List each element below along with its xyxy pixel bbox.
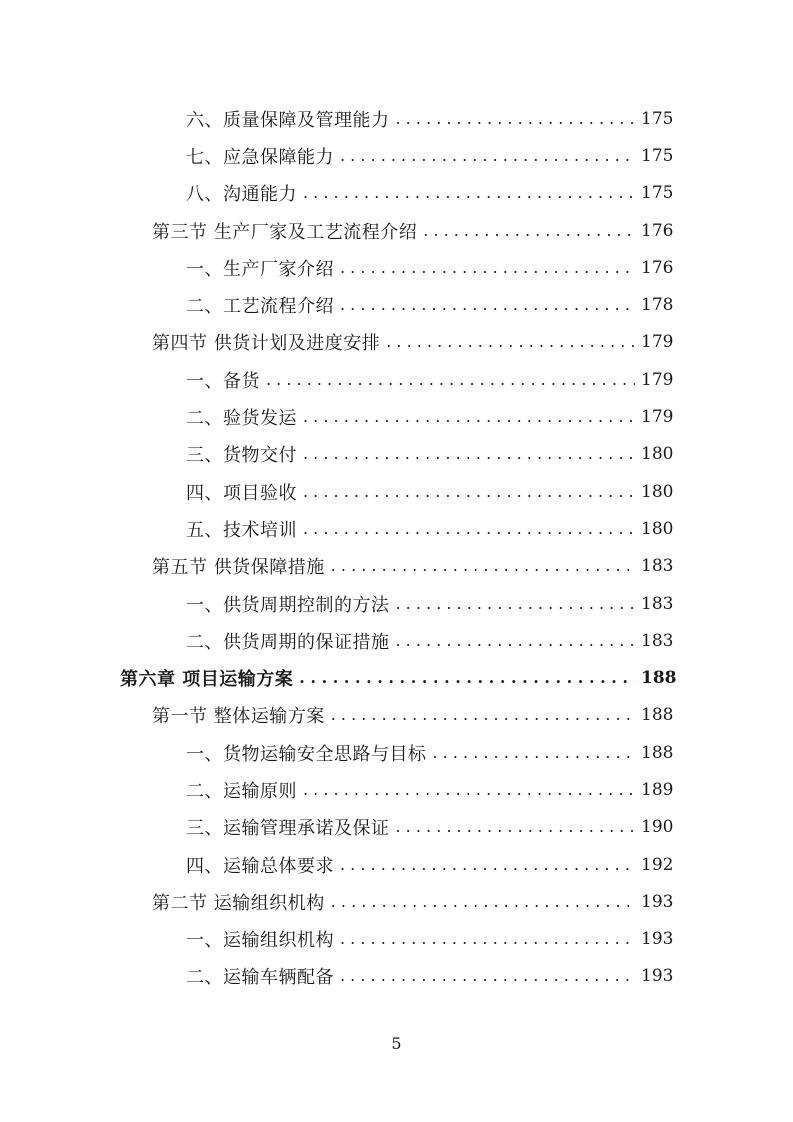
toc-entry-page: 188 xyxy=(641,668,677,689)
toc-entry-item[interactable] xyxy=(0,809,793,846)
toc-entry-title: 一、生产厂家介绍 xyxy=(186,258,334,280)
toc-entry-title: 四、项目验收 xyxy=(186,482,297,504)
toc-entry-item[interactable] xyxy=(0,585,793,622)
toc-dot-leader xyxy=(303,483,635,501)
toc-entry-title: 六、质量保障及管理能力 xyxy=(186,109,390,131)
toc-entry-page: 175 xyxy=(641,183,674,204)
toc-entry-page: 175 xyxy=(641,145,674,166)
toc-dot-leader xyxy=(433,744,636,762)
toc-dot-leader xyxy=(340,296,635,314)
table-of-contents xyxy=(0,100,793,995)
toc-entry-title: 第四节 供货计划及进度安排 xyxy=(152,333,381,355)
toc-entry-title: 五、技术培训 xyxy=(186,519,297,541)
toc-dot-leader xyxy=(303,445,635,463)
toc-entry-title: 第一节 整体运输方案 xyxy=(152,706,325,728)
toc-entry-item[interactable] xyxy=(0,286,793,323)
toc-entry-page: 192 xyxy=(641,854,674,875)
toc-entry-chapter[interactable] xyxy=(0,659,793,696)
toc-entry-title: 二、工艺流程介绍 xyxy=(186,296,334,318)
toc-entry-page: 193 xyxy=(641,929,674,950)
toc-entry-item[interactable] xyxy=(0,175,793,212)
toc-entry-page: 183 xyxy=(641,630,674,651)
toc-dot-leader xyxy=(340,930,635,948)
toc-entry-page: 176 xyxy=(641,257,674,278)
toc-entry-item[interactable] xyxy=(0,361,793,398)
toc-dot-leader xyxy=(386,333,635,351)
toc-dot-leader xyxy=(396,595,636,613)
toc-entry-title: 三、运输管理承诺及保证 xyxy=(186,818,390,840)
toc-dot-leader xyxy=(340,147,635,165)
toc-dot-leader xyxy=(340,967,635,985)
toc-entry-item[interactable] xyxy=(0,771,793,808)
toc-entry-item[interactable] xyxy=(0,734,793,771)
toc-entry-page: 178 xyxy=(641,295,674,316)
toc-entry-title: 七、应急保障能力 xyxy=(186,146,334,168)
toc-entry-title: 四、运输总体要求 xyxy=(186,855,334,877)
toc-dot-leader xyxy=(299,669,635,687)
toc-dot-leader xyxy=(266,371,635,389)
toc-entry-item[interactable] xyxy=(0,846,793,883)
toc-entry-page: 183 xyxy=(641,593,674,614)
page-number: 5 xyxy=(391,1034,402,1053)
toc-entry-page: 193 xyxy=(641,891,674,912)
toc-entry-title: 一、运输组织机构 xyxy=(186,930,334,952)
toc-dot-leader xyxy=(331,706,635,724)
toc-entry-section[interactable] xyxy=(0,697,793,734)
toc-dot-leader xyxy=(303,520,635,538)
toc-entry-page: 180 xyxy=(641,481,674,502)
toc-dot-leader xyxy=(340,856,635,874)
toc-entry-title: 八、沟通能力 xyxy=(186,184,297,206)
toc-entry-item[interactable] xyxy=(0,137,793,174)
toc-entry-page: 193 xyxy=(641,966,674,987)
toc-dot-leader xyxy=(396,632,636,650)
toc-entry-item[interactable] xyxy=(0,473,793,510)
toc-dot-leader xyxy=(303,408,635,426)
toc-entry-page: 188 xyxy=(641,705,674,726)
toc-entry-item[interactable] xyxy=(0,622,793,659)
toc-entry-item[interactable] xyxy=(0,958,793,995)
toc-entry-title: 第五节 供货保障措施 xyxy=(152,557,325,579)
toc-entry-section[interactable] xyxy=(0,883,793,920)
toc-entry-item[interactable] xyxy=(0,100,793,137)
toc-dot-leader xyxy=(331,557,635,575)
toc-dot-leader xyxy=(303,781,635,799)
toc-entry-title: 二、供货周期的保证措施 xyxy=(186,631,390,653)
toc-entry-item[interactable] xyxy=(0,510,793,547)
toc-entry-title: 第二节 运输组织机构 xyxy=(152,892,325,914)
toc-entry-page: 175 xyxy=(641,108,674,129)
toc-entry-title: 二、运输原则 xyxy=(186,780,297,802)
toc-entry-item[interactable] xyxy=(0,921,793,958)
toc-dot-leader xyxy=(396,818,636,836)
toc-entry-title: 三、货物交付 xyxy=(186,445,297,467)
toc-entry-title: 第六章 项目运输方案 xyxy=(120,669,294,691)
toc-dot-leader xyxy=(340,259,635,277)
toc-entry-title: 二、验货发运 xyxy=(186,408,297,430)
toc-entry-page: 180 xyxy=(641,518,674,539)
toc-entry-page: 176 xyxy=(641,220,674,241)
toc-entry-title: 第三节 生产厂家及工艺流程介绍 xyxy=(152,221,418,243)
toc-entry-title: 一、供货周期控制的方法 xyxy=(186,594,390,616)
toc-entry-section[interactable] xyxy=(0,324,793,361)
toc-entry-item[interactable] xyxy=(0,436,793,473)
toc-entry-page: 188 xyxy=(641,742,674,763)
toc-entry-title: 一、货物运输安全思路与目标 xyxy=(186,743,427,765)
toc-entry-item[interactable] xyxy=(0,398,793,435)
toc-entry-page: 179 xyxy=(641,369,674,390)
toc-dot-leader xyxy=(303,184,635,202)
toc-entry-page: 179 xyxy=(641,332,674,353)
toc-entry-page: 183 xyxy=(641,556,674,577)
toc-entry-title: 二、运输车辆配备 xyxy=(186,967,334,989)
toc-entry-section[interactable] xyxy=(0,212,793,249)
toc-entry-page: 189 xyxy=(641,779,674,800)
toc-entry-page: 180 xyxy=(641,444,674,465)
toc-dot-leader xyxy=(396,110,636,128)
toc-entry-section[interactable] xyxy=(0,548,793,585)
toc-dot-leader xyxy=(331,893,635,911)
toc-entry-page: 179 xyxy=(641,407,674,428)
toc-entry-page: 190 xyxy=(641,817,674,838)
toc-entry-item[interactable] xyxy=(0,249,793,286)
toc-entry-title: 一、备货 xyxy=(186,370,260,392)
toc-dot-leader xyxy=(423,222,635,240)
